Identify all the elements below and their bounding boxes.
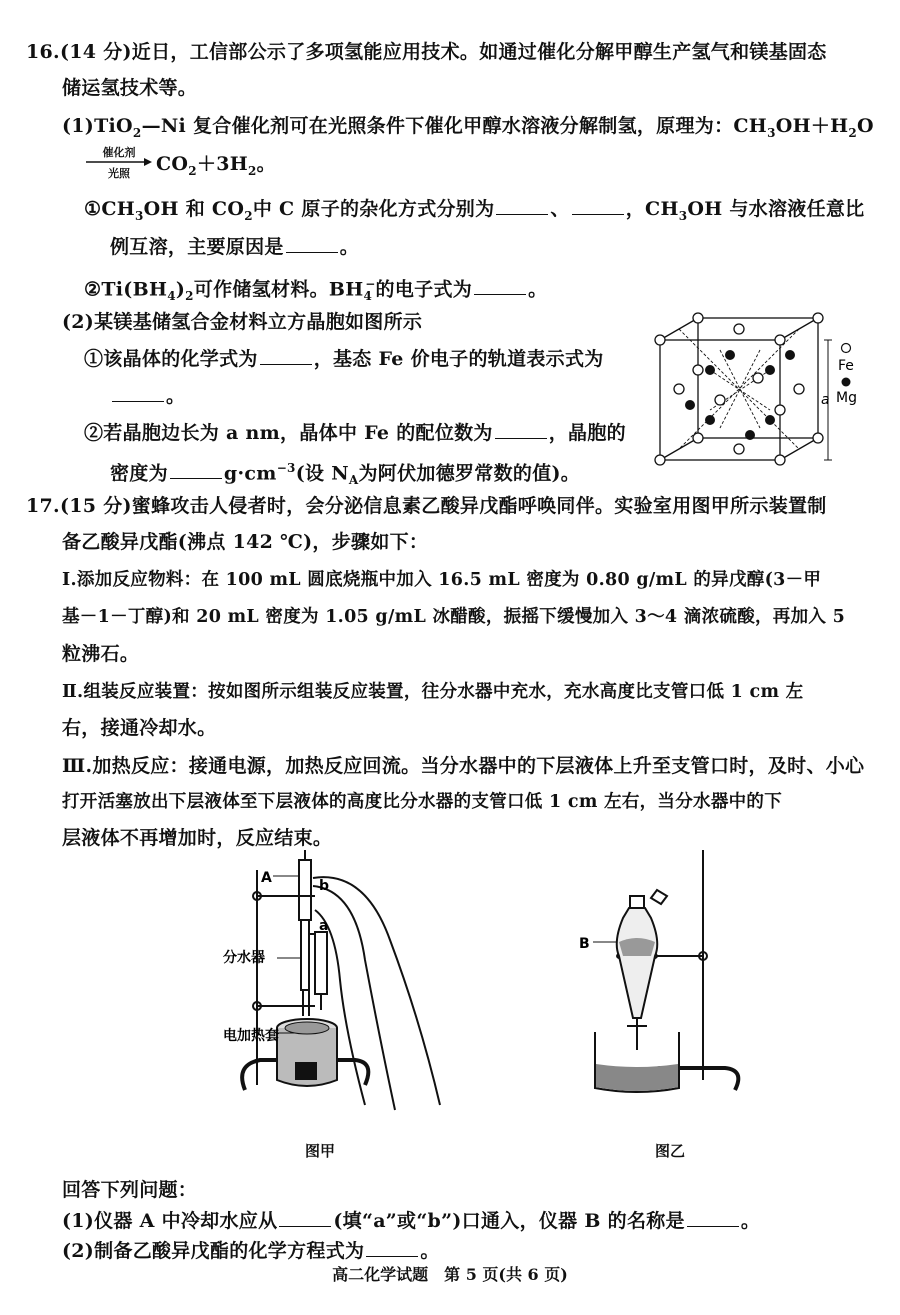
arrow-condition-bottom: 光照 xyxy=(108,167,130,180)
label-heater: 电加热套 xyxy=(223,1028,279,1044)
q17-answer-1: (1)仪器 A 中冷却水应从 (填“a”或“b”)口通入，仪器 B 的名称是 。 xyxy=(62,1210,761,1232)
label-A: A xyxy=(261,870,272,886)
q17-line-1: 17.(15 分)蜜蜂攻击人侵者时，会分泌信息素乙酸异戊酯呼唤同伴。实验室用图甲所示装置制 xyxy=(26,495,827,517)
q17-line-6: Ⅱ.组装反应装置：按如图所示组装反应装置，往分水器中充水，充水高度比支管口低 1 cm 左 xyxy=(62,682,804,702)
q16-line-2: 储运氢技术等。 xyxy=(62,77,198,99)
q16-line-3: (1)TiO$_2$—Ni 复合催化剂可在光照条件下催化甲醇水溶液分解制氢，原理为：$CH_3OH+H_2O$ xyxy=(62,115,874,140)
q16-line-12: 密度为 $g\cdot cm^{-3}$(设 $N_A$为阿伏加德罗常数的值)。 xyxy=(110,461,581,488)
arrow-condition-top: 催化剂 xyxy=(102,146,136,159)
q17-line-2: 备乙酸异戊酯(沸点 142 ℃)，步骤如下： xyxy=(62,531,429,553)
label-B: B xyxy=(579,936,590,952)
q16-line-6: 例互溶，主要原因是 。 xyxy=(110,236,360,258)
q16-line-9: ①该晶体的化学式为 ，基态 Fe 价电子的轨道表示式为 xyxy=(84,348,604,370)
figure-yi-apparatus xyxy=(575,850,775,1120)
q17-answer-2: (2)制备乙酸异戊酯的化学方程式为 。 xyxy=(62,1240,440,1262)
label-a: a xyxy=(319,918,329,934)
q17-answer-head: 回答下列问题： xyxy=(62,1179,198,1201)
answer-blank[interactable] xyxy=(572,196,624,215)
answer-blank[interactable] xyxy=(286,234,338,253)
q16-line-4: $CO_2+3H_2$。 xyxy=(156,153,276,178)
legend-fe: Fe xyxy=(838,358,854,374)
label-b: b xyxy=(319,878,330,894)
figure-jia-apparatus xyxy=(215,850,475,1120)
q17-line-5: 粒沸石。 xyxy=(62,643,140,665)
q16-line-7: $②Ti(BH_4)_2$可作储氢材料。$BH_4^-$的电子式为 。 xyxy=(84,277,548,304)
answer-blank[interactable] xyxy=(474,276,526,295)
q17-line-8: Ⅲ.加热反应：接通电源，加热反应回流。当分水器中的下层液体上升至支管口时，及时、小心 xyxy=(62,755,865,777)
q16-line-1: 16.(14 分)近日，工信部公示了多项氢能应用技术。如通过催化分解甲醇生产氢气和镁基固态 xyxy=(26,41,827,63)
q16-line-8: (2)某镁基储氢合金材料立方晶胞如图所示 xyxy=(62,311,423,333)
answer-blank[interactable] xyxy=(366,1238,418,1257)
crystal-cell-diagram xyxy=(650,310,860,470)
answer-blank[interactable] xyxy=(170,460,222,479)
q17-line-9: 打开活塞放出下层液体至下层液体的高度比分水器的支管口低 1 cm 左右，当分水器中的下 xyxy=(62,792,783,812)
answer-blank[interactable] xyxy=(112,383,164,402)
q17-line-3: Ⅰ.添加反应物料：在 100 mL 圆底烧瓶中加入 16.5 mL 密度为 0.80 g/mL 的异戊醇(3－甲 xyxy=(62,570,822,590)
answer-blank[interactable] xyxy=(687,1208,739,1227)
q16-line-10: 。 xyxy=(110,383,185,408)
q17-line-4: 基－1－丁醇)和 20 mL 密度为 1.05 g/mL 冰醋酸，振摇下缓慢加入 3～4 滴浓硫酸，再加入 5 xyxy=(62,607,846,627)
caption-fig-yi: 图乙 xyxy=(655,1142,686,1160)
q17-line-10: 层液体不再增加时，反应结束。 xyxy=(62,827,333,849)
page-footer: 高二化学试题 第 5 页(共 6 页) xyxy=(332,1265,568,1284)
q16-line-11: ②若晶胞边长为 a nm，晶体中 Fe 的配位数为 ，晶胞的 xyxy=(84,422,626,444)
q17-line-7: 右，接通冷却水。 xyxy=(62,717,217,739)
q16-line-5: $①CH_3OH$ 和 $CO_2$中 C 原子的杂化方式分别为 、 ，$CH_3OH$ 与水溶液任意比 xyxy=(84,198,865,223)
caption-fig-jia: 图甲 xyxy=(305,1142,336,1160)
answer-blank[interactable] xyxy=(279,1208,331,1227)
label-water-separator: 分水器 xyxy=(223,950,265,966)
answer-blank[interactable] xyxy=(495,420,547,439)
edge-label: a xyxy=(821,392,830,408)
answer-blank[interactable] xyxy=(496,196,548,215)
answer-blank[interactable] xyxy=(260,346,312,365)
legend-mg: Mg xyxy=(836,390,857,406)
